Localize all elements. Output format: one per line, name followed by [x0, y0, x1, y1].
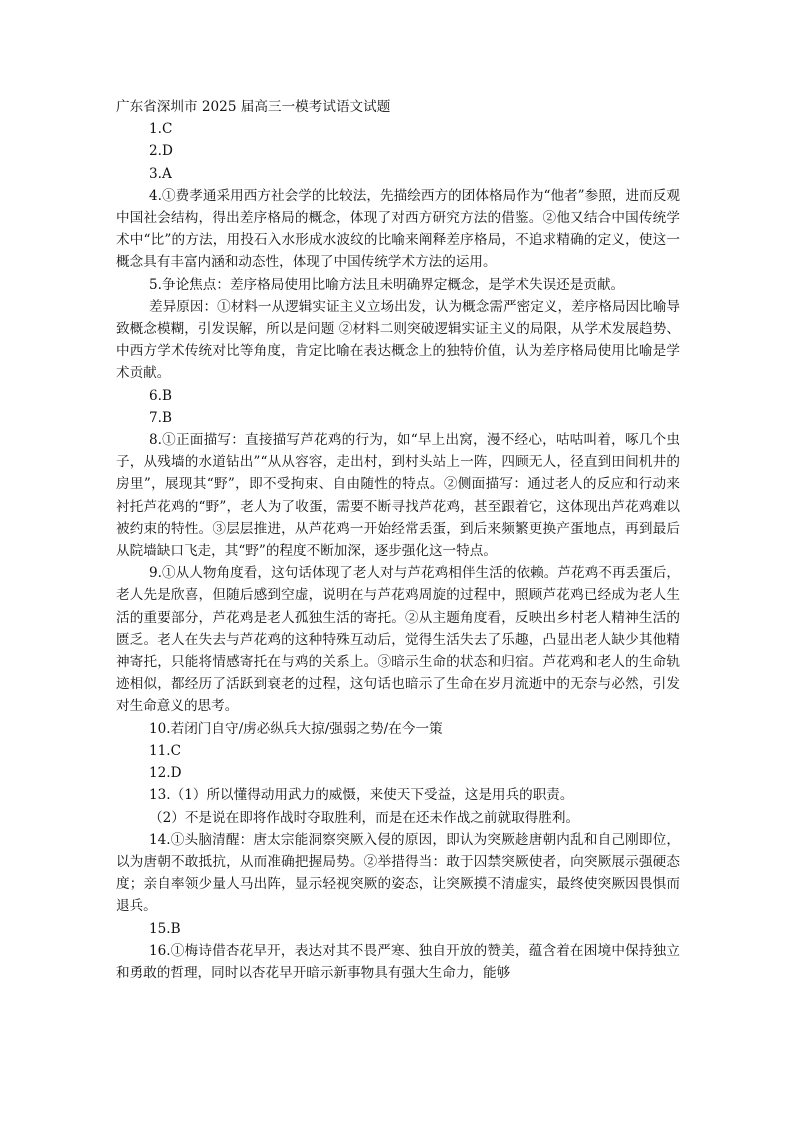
answer-10: 10.若闭门自守/虏必纵兵大掠/强弱之势/在今一策 [149, 720, 443, 737]
answer-2: 2.D [149, 143, 173, 160]
answer-6: 6.B [149, 387, 172, 404]
answer-5-reason: 差异原因：①材料一从逻辑实证主义立场出发，认为概念需严密定义，差序格局因比喻导致概念模糊，引发误解，所以是问题 ②材料二则突破逻辑实证主义的局限，从学术发展趋势、中西方学术传统对比等角度，肯定比喻在表达概念上的独特价值，认为差序格局使用比喻是学术贡献。 [116, 298, 680, 382]
answer-8: 8.①正面描写：直接描写芦花鸡的行为，如“早上出窝，漫不经心，咕咕叫着，啄几个虫子，从残墙的水道钻出”“从从容容，走出村，到村头站上一阵，四顾无人，径直到田间机井的房里”，展现其“野”，即不受拘束、自由随性的特点。②侧面描写：通过老人的反应和行动来衬托芦花鸡的“野”，老人为了收蛋，需要不断寻找芦花鸡，甚至跟着它，这体现出芦花鸡难以被约束的特性。③层层推进，从芦花鸡一开始经常丢蛋，到后来频繁更换产蛋地点，再到最后从院墙缺口飞走，其“野”的程度不断加深，逐步强化这一特点。 [116, 432, 680, 560]
answer-15: 15.B [149, 920, 181, 937]
answer-11: 11.C [149, 742, 182, 759]
answer-9: 9.①从人物角度看，这句话体现了老人对与芦花鸡相伴生活的依赖。芦花鸡不再丢蛋后，老人先是欣喜，但随后感到空虚，说明在与芦花鸡周旋的过程中，照顾芦花鸡已经成为老人生活的重要部分，芦花鸡是老人孤独生活的寄托。②从主题角度看，反映出乡村老人精神生活的匮乏。老人在失去与芦花鸡的这种特殊互动后，觉得生活失去了乐趣，凸显出老人缺少其他精神寄托，只能将情感寄托在与鸡的关系上。③暗示生命的状态和归宿。芦花鸡和老人的生命轨迹相似，都经历了活跃到衰老的过程，这句话也暗示了生命在岁月流逝中的无奈与必然，引发对生命意义的思考。 [116, 565, 680, 715]
document-page [116, 96, 680, 984]
answer-4: 4.①费孝通采用西方社会学的比较法，先描绘西方的团体格局作为“他者”参照，进而反观中国社会结构，得出差序格局的概念，体现了对西方研究方法的借鉴。②他又结合中国传统学术中“比”的方法，用投石入水形成水波纹的比喻来阐释差序格局，不追求精确的定义，使这一概念具有丰富内涵和动态性，体现了中国传统学术方法的运用。 [116, 187, 680, 271]
answer-3: 3.A [149, 165, 172, 182]
answer-16: 16.①梅诗借杏花早开，表达对其不畏严寒、独自开放的赞美，蕴含着在困境中保持独立和勇敢的哲理，同时以杏花早开暗示新事物具有强大生命力，能够 [116, 942, 680, 981]
document-title: 广东省深圳市 2025 届高三一模考试语文试题 [116, 99, 391, 115]
answer-7: 7.B [149, 409, 172, 426]
answer-5: 5.争论焦点：差序格局使用比喻方法且未明确界定概念，是学术失误还是贡献。 [149, 276, 625, 293]
answer-13-1: 13.（1）所以懂得动用武力的威慑，来使天下受益，这是用兵的职责。 [149, 787, 574, 804]
answer-13-2: （2）不是说在即将作战时夺取胜利，而是在还未作战之前就取得胜利。 [149, 809, 580, 826]
answer-1: 1.C [149, 121, 173, 138]
answer-12: 12.D [149, 765, 182, 782]
answer-14: 14.①头脑清醒：唐太宗能洞察突厥入侵的原因，即认为突厥趁唐朝内乱和自己刚即位，以为唐朝不敢抵抗，从而准确把握局势。②举措得当：敢于囚禁突厥使者，向突厥展示强硬态度；亲自率领少量人马出阵，显示轻视突厥的姿态，让突厥摸不清虚实，最终使突厥因畏惧而退兵。 [116, 831, 680, 915]
